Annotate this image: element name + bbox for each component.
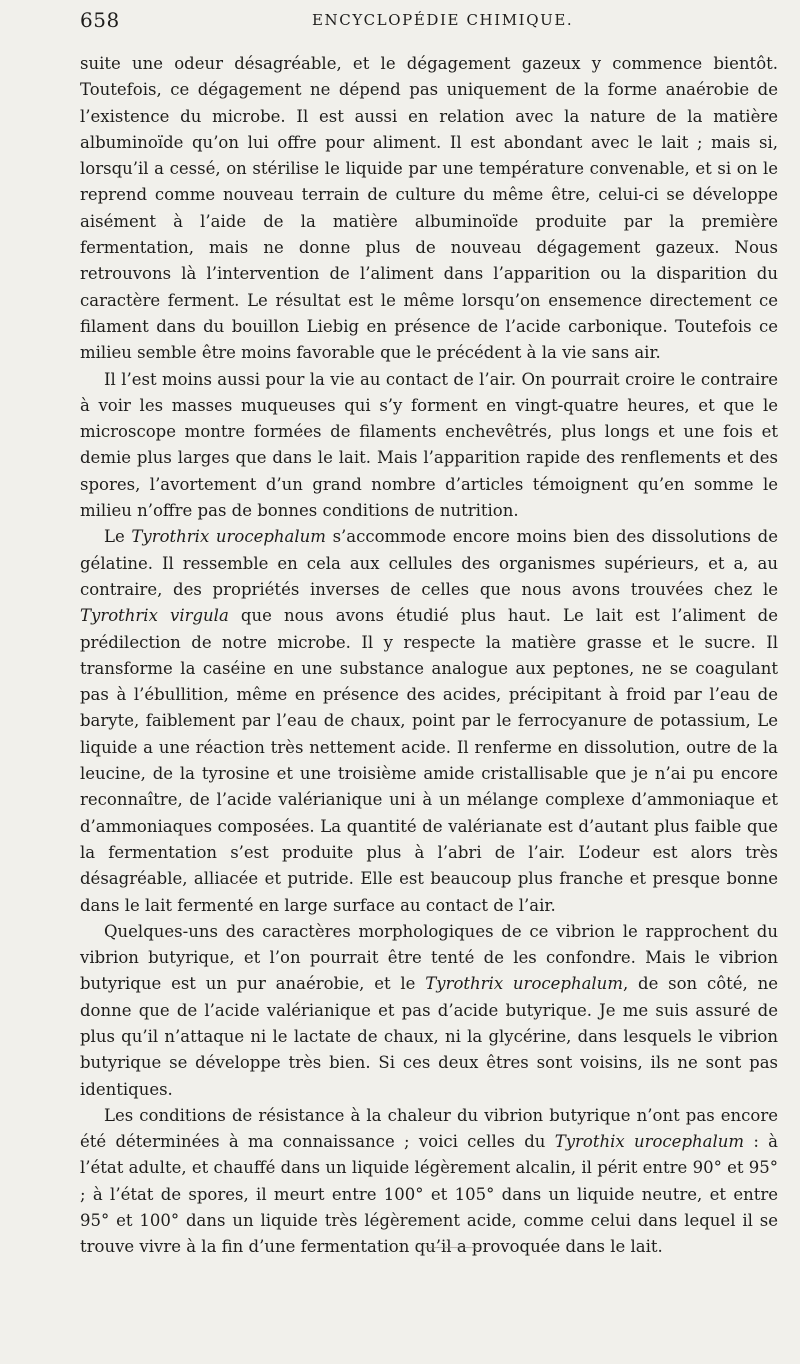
paragraph: [80, 51, 778, 367]
text-run: Les conditions de résistance à la chaleur du vibrion butyrique n’ont pas encore été déterminées à ma connaissance ; voici celles du: [80, 1105, 778, 1152]
text-run: Quelques-uns des caractères morphologiques de ce vibrion le rapprochent du vibrion butyrique, et l’on pourrait être tenté de les confondre. Mais le vibrion butyrique est un pur anaérobie, et le: [80, 921, 778, 994]
text-run: suite une odeur désagréable, et le dégagement gazeux y commence bientôt. Toutefois, ce dégagement ne dépend pas uniquement de la forme anaérobie de l’existence du microbe. Il est aussi en relation avec la nature de la matière albuminoïde qu’on lui offre pour aliment. Il est abondant avec le lait ; mais si, lorsqu’il a cessé, on stérilise le liquide par une température convenable, et si on le reprend comme nouveau terrain de culture du même être, celui-ci se développe aisément à l’aide de la matière albuminoïde produite par la première fermentation, mais ne donne plus de nouveau dégagement gazeux. Nous retrouvons là l’intervention de l’aliment dans l’apparition ou la disparition du caractère ferment. Le résultat est le même lorsqu’on ensemence directement ce filament dans du bouillon Liebig en présence de l’acide carbonique. Toutefois ce milieu semble être moins favorable que le précédent à la vie sans air.: [80, 54, 778, 363]
text-run: , de son côté, ne donne que de l’acide valérianique et pas d’acide butyrique. Je me suis assuré de plus qu’il n’attaque ni le lactate de chaux, ni la glycérine, dans lesquels le vibrion butyrique se développe très bien. Si ces deux êtres sont voisins, ils ne sont pas identiques.: [80, 974, 778, 1099]
body-text: [80, 51, 778, 1261]
paragraph: [80, 367, 778, 525]
page-number: 658: [80, 8, 120, 32]
paragraph: [80, 524, 778, 918]
species-name: Tyrothrix virgula: [80, 606, 229, 626]
species-name: Tyrothrix urocephalum: [131, 527, 326, 547]
species-name: Tyrothrix urocephalum: [425, 974, 623, 994]
text-run: Il l’est moins aussi pour la vie au contact de l’air. On pourrait croire le contraire à voir les masses muqueuses qui s’y forment en vingt-quatre heures, et que le microscope montre formées de filaments enchevêtrés, plus longs et une fois et demie plus larges que dans le lait. Mais l’apparition rapide des renflements et des spores, l’avortement d’un grand nombre d’articles témoignent qu’en somme le milieu n’offre pas de bonnes conditions de nutrition.: [80, 369, 778, 521]
text-run: : à l’état adulte, et chauffé dans un liquide légèrement alcalin, il périt entre 90° et 95° ; à l’état de spores, il meurt entre 100° et 105° dans un liquide neutre, et entre 95° et 100° dans un liquide très légèrement acide, comme celui dans lequel il se trouve vivre à la fin d’une fermentation qu’il a provoquée dans le lait.: [80, 1132, 778, 1257]
paragraph: [80, 919, 778, 1103]
running-title: ENCYCLOPÉDIE CHIMIQUE.: [312, 11, 574, 29]
text-run: que nous avons étudié plus haut. Le lait est l’aliment de prédilection de notre microbe. Il y respecte la matière grasse et le sucre. Il transforme la caséine en une substance analogue aux peptones, ne se coagulant pas à l’ébullition, même en présence des acides, précipitant à froid par l’eau de baryte, faiblement par l’eau de chaux, point par le ferrocyanure de potassium, Le liquide a une réaction très nettement acide. Il renferme en dissolution, outre de la leucine, de la tyrosine et une troisième amide cristallisable que je n’ai pu encore reconnaître, de l’acide valérianique uni à un mélange complexe d’ammoniaque et d’ammoniaques composées. La quantité de valérianate est d’autant plus faible que la fermentation s’est produite plus à l’abri de l’air. L’odeur est alors très désagréable, alliacée et putride. Elle est beaucoup plus franche et presque bonne dans le lait fermenté en large surface au contact de l’air.: [80, 606, 778, 915]
end-rule: [425, 1247, 477, 1248]
paragraph: [80, 1103, 778, 1261]
species-name: Tyrothix urocephalum: [554, 1132, 745, 1152]
text-run: s’accommode encore moins bien des dissolutions de gélatine. Il ressemble en cela aux cellules des organismes supérieurs, et a, au contraire, des propriétés inverses de celles que nous avons trouvées chez le: [80, 527, 778, 599]
text-run: Le: [104, 527, 132, 547]
